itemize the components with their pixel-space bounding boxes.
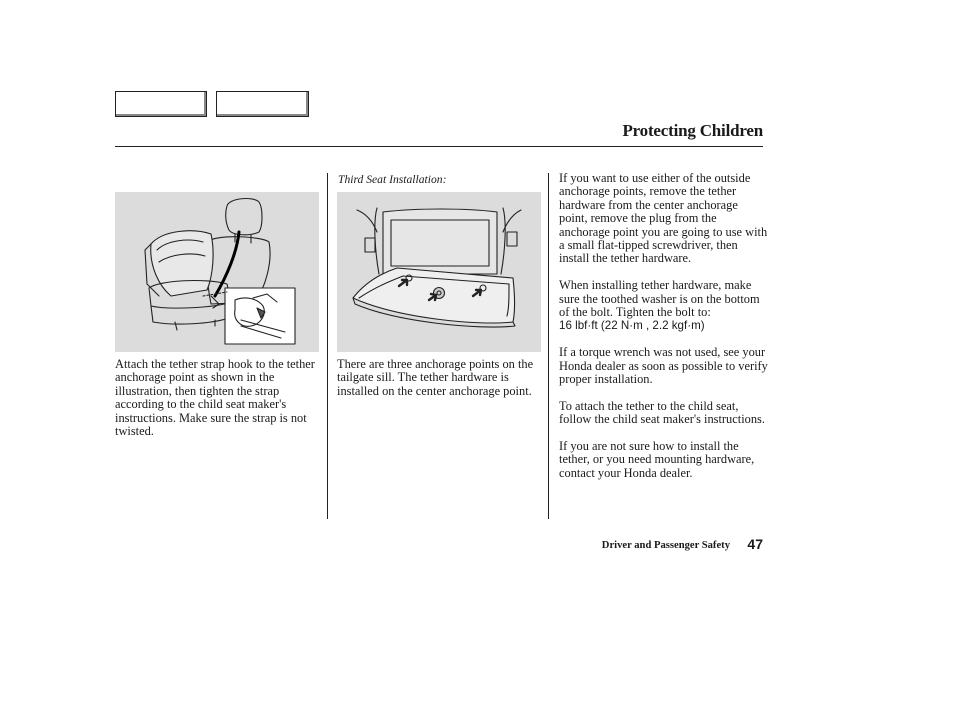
figure-caption: Third Seat Installation: xyxy=(338,173,447,186)
column2-body: There are three anchorage points on the tailgate sill. The tether hardware is installed on the center anchorage point. xyxy=(337,357,534,398)
nav-tab-1[interactable] xyxy=(115,91,207,117)
column-divider xyxy=(327,173,328,519)
paragraph: If you are not sure how to install the tether, or you need mounting hardware, contact your Honda dealer. xyxy=(559,439,755,480)
column1-body: Attach the tether strap hook to the tether anchorage point as shown in the illustration, then tighten the strap according to the child seat maker's instructions. Make sure the strap is not twisted. xyxy=(115,357,315,439)
column3-body xyxy=(559,172,769,494)
tailgate-anchorage-illustration xyxy=(337,192,541,352)
paragraph-text: When installing tether hardware, make sure the toothed washer is on the bottom of the bolt. Tighten the bolt to: xyxy=(559,278,760,320)
footer-section-label: Driver and Passenger Safety xyxy=(601,540,730,551)
header-rule xyxy=(115,146,763,147)
torque-spec: 16 lbf·ft (22 N·m , 2.2 kgf·m) xyxy=(559,319,705,333)
column-divider xyxy=(548,173,549,519)
page-title: Protecting Children xyxy=(622,121,763,140)
nav-tab-2[interactable] xyxy=(216,91,309,117)
page-number: 47 xyxy=(747,536,763,552)
paragraph: To attach the tether to the child seat, follow the child seat maker's instructions. xyxy=(559,398,765,427)
child-seat-tether-illustration xyxy=(115,192,319,352)
paragraph: If a torque wrench was not used, see your Honda dealer as soon as possible to verify proper installation. xyxy=(559,345,768,387)
paragraph: If you want to use either of the outside anchorage points, remove the tether hardware from the center anchorage point, remove the plug from the anchorage point you are going to use with a small flat-tipped screwdriver, then install the tether hardware. xyxy=(559,171,768,266)
paragraph xyxy=(559,279,769,333)
